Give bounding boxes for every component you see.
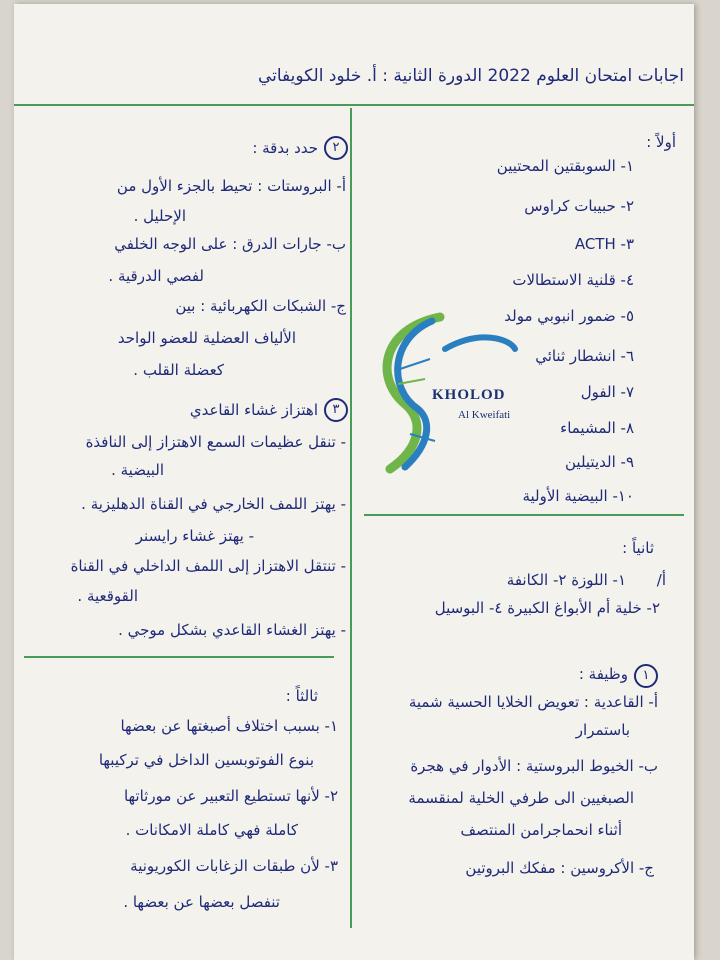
q1-item: ٦- انشطار ثنائي (535, 347, 634, 365)
q4-line: - يهتز غشاء رايسنر (135, 527, 254, 545)
function-heading: وظيفة : (578, 665, 628, 683)
logo-name: KHOLOD (432, 387, 506, 403)
q1-heading: أولاً : (646, 133, 676, 151)
function-line: الصبغيين الى طرفي الخلية لمنقسمة (408, 789, 634, 807)
q2-line: الألياف العضلية للعضو الواحد (117, 329, 296, 347)
q3-sub-line: ١- اللوزة ٢- الكانفة (506, 571, 626, 589)
function-number: ١ (634, 664, 658, 688)
q4-heading: اهتزاز غشاء القاعدي (189, 401, 318, 419)
header-rule (14, 104, 694, 106)
q4-line: القوقعية . (77, 587, 138, 605)
function-line: باستمرار (575, 721, 630, 739)
q4-line: - يهتز اللمف الخارجي في القناة الدهليزية . (81, 495, 346, 513)
column-divider (350, 108, 352, 928)
q3-heading: ثانياً : (622, 539, 654, 557)
q5-heading: ثالثاً : (285, 687, 318, 705)
q2-line: ج- الشبكات الكهربائية : بين (175, 297, 346, 315)
q3-sub-line: ٢- خلية أم الأبواغ الكبيرة ٤- البوسيل (434, 599, 660, 617)
q4-line: البيضية . (111, 461, 164, 479)
q5-line: ٣- لأن طبقات الزغابات الكوريونية (130, 857, 338, 875)
q1-item: ٩- الديتيلين (565, 453, 634, 471)
right-divider-rule (364, 514, 684, 516)
q5-line: تنفصل بعضها عن بعضها . (123, 893, 280, 911)
q2-line: لفصي الدرقية . (108, 267, 204, 285)
q4-line: - تنقل عظيمات السمع الاهتزاز إلى النافذة (85, 433, 346, 451)
q4-line: - يهتز الغشاء القاعدي بشكل موجي . (118, 621, 346, 639)
q1-item: ٥- ضمور انبوبي مولد (504, 307, 634, 325)
q1-item: ١- السوبقتين المحتيين (496, 157, 634, 175)
q5-line: ١- بسبب اختلاف أصبغتها عن بعضها (120, 717, 338, 735)
q5-line: ٢- لأنها تستطيع التعبير عن مورثاتها (123, 787, 338, 805)
q4-line: - تنتقل الاهتزاز إلى اللمف الداخلي في القناة (70, 557, 346, 575)
q2-heading: حدد بدقة : (252, 139, 318, 157)
function-line: ج- الأكروسين : مفكك البروتين (465, 859, 654, 877)
exam-answer-sheet (14, 4, 694, 960)
q2-line: أ- البروستات : تحيط بالجزء الأول من (116, 177, 346, 195)
q2-line: الإحليل . (133, 207, 186, 225)
logo-subname: Al Kweifati (458, 409, 511, 421)
left-divider-rule (24, 656, 334, 658)
kholod-logo (370, 309, 520, 474)
q1-item: ١٠- البيضية الأولية (522, 487, 634, 505)
function-line: ب- الخيوط البروستية : الأدوار في هجرة (410, 757, 658, 775)
q4-number: ٣ (324, 398, 348, 422)
q2-line: كعضلة القلب . (133, 361, 224, 379)
q1-item: ٧- الفول (580, 383, 634, 401)
q2-number: ٢ (324, 136, 348, 160)
function-line: أ- القاعدية : تعويض الخلايا الحسية شمية (408, 693, 658, 711)
q1-item: ٣- ACTH (574, 235, 634, 253)
q5-line: كاملة فهي كاملة الامكانات . (125, 821, 298, 839)
q3-sub-number: أ/ (656, 571, 666, 589)
q1-item: ٢- حبيبات كراوس (524, 197, 634, 215)
q1-item: ٨- المشيماء (560, 419, 634, 437)
q1-item: ٤- قلنية الاستطالات (512, 271, 634, 289)
page-title: اجابات امتحان العلوم 2022 الدورة الثانية : أ. خلود الكويفاتي (257, 66, 684, 86)
q5-line: بنوع الفوتوبسين الداخل في تركيبها (98, 751, 314, 769)
function-line: أثناء انحماجرامن المنتصف (460, 821, 622, 839)
q2-line: ب- جارات الدرق : على الوجه الخلفي (114, 235, 346, 253)
